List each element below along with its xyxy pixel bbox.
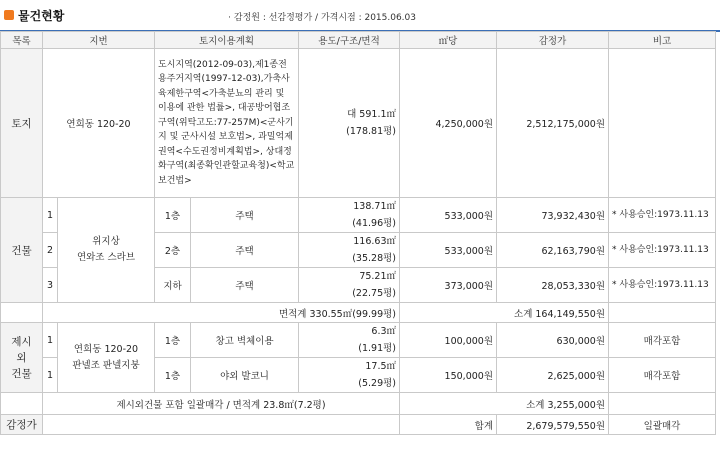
blank-cell xyxy=(609,303,716,323)
building-area-m2: 116.63㎡ xyxy=(353,236,397,247)
building-row-no: 1 xyxy=(43,198,58,233)
total-sum-label: 합계 xyxy=(400,415,497,435)
land-label: 토지 xyxy=(1,49,43,198)
building-lot: 위지상 연와조 스라브 xyxy=(58,198,155,303)
extra-appraisal: 630,000원 xyxy=(497,323,609,358)
building-use: 주택 xyxy=(191,268,299,303)
building-note: * 사용승인:1973.11.13 xyxy=(609,268,716,303)
blank-cell xyxy=(609,393,716,415)
extra-area-m2: 17.5㎡ xyxy=(365,361,397,372)
blank-cell xyxy=(1,303,43,323)
building-area-pyeong: (35.28평) xyxy=(352,253,397,264)
land-note xyxy=(609,49,716,198)
land-per-unit: 4,250,000원 xyxy=(400,49,497,198)
extra-area xyxy=(299,358,400,393)
extra-appraisal: 2,625,000원 xyxy=(497,358,609,393)
building-row-no: 3 xyxy=(43,268,58,303)
land-use-plan: 도시지역(2012-09-03),제1종전용주거지역(1997-12-03),가축사육제한구역<가축분뇨의 관리 및 이용에 관한 법률>, 대공방어협조구역(위탁고도:77-257M)<군사기지 및 군사시설 보호법>, 과밀억제권역<수도권정비계획법>, 상대정화구역(최종확인관할교육청)<학교보건법> xyxy=(155,49,299,198)
extra-row-1 xyxy=(1,323,716,358)
total-row xyxy=(1,415,716,435)
land-lot: 연희동 120-20 xyxy=(43,49,155,198)
extra-use: 야외 발코니 xyxy=(191,358,299,393)
extra-subtotal: 소계 3,255,000원 xyxy=(400,393,609,415)
building-note: * 사용승인:1973.11.13 xyxy=(609,198,716,233)
bullet-icon xyxy=(4,10,14,20)
property-status-table xyxy=(0,31,716,435)
header-per-unit: ㎡당 xyxy=(400,32,497,49)
building-subtotal-row xyxy=(1,303,716,323)
building-floor: 1층 xyxy=(155,198,191,233)
building-subtotal: 소계 164,149,550원 xyxy=(400,303,609,323)
total-amount: 2,679,579,550원 xyxy=(497,415,609,435)
extra-area-pyeong: (5.29평) xyxy=(358,378,397,389)
section-title: 물건현황 xyxy=(18,9,65,23)
extra-use: 창고 벽체이용 xyxy=(191,323,299,358)
building-area-m2: 75.21㎡ xyxy=(359,271,397,282)
total-note: 일괄매각 xyxy=(609,415,716,435)
land-area-pyeong: (178.81평) xyxy=(346,126,397,137)
building-area xyxy=(299,198,400,233)
extra-note: 매각포함 xyxy=(609,358,716,393)
building-area-pyeong: (41.96평) xyxy=(352,218,397,229)
building-per-unit: 533,000원 xyxy=(400,198,497,233)
building-label: 건물 xyxy=(1,198,43,303)
building-appraisal: 62,163,790원 xyxy=(497,233,609,268)
building-row-no: 2 xyxy=(43,233,58,268)
header-category: 목록 xyxy=(1,32,43,49)
extra-per-unit: 150,000원 xyxy=(400,358,497,393)
land-area-m2: 대 591.1㎡ xyxy=(347,109,397,120)
extra-floor: 1층 xyxy=(155,358,191,393)
building-floor: 2층 xyxy=(155,233,191,268)
building-use: 주택 xyxy=(191,233,299,268)
building-appraisal: 73,932,430원 xyxy=(497,198,609,233)
header-use: 용도/구조/면적 xyxy=(299,32,400,49)
blank-cell xyxy=(1,393,43,415)
building-area xyxy=(299,268,400,303)
building-note: * 사용승인:1973.11.13 xyxy=(609,233,716,268)
extra-summary: 제시외건물 포함 일괄매각 / 면적계 23.8㎡(7.2평) xyxy=(43,393,400,415)
total-label: 감정가 xyxy=(1,415,43,435)
building-area xyxy=(299,233,400,268)
building-floor: 지하 xyxy=(155,268,191,303)
land-area xyxy=(299,49,400,198)
building-per-unit: 373,000원 xyxy=(400,268,497,303)
extra-row-no: 1 xyxy=(43,358,58,393)
extra-area-pyeong: (1.91평) xyxy=(358,343,397,354)
building-appraisal: 28,053,330원 xyxy=(497,268,609,303)
building-use: 주택 xyxy=(191,198,299,233)
blank-cell xyxy=(43,415,400,435)
extra-per-unit: 100,000원 xyxy=(400,323,497,358)
building-area-m2: 138.71㎡ xyxy=(353,201,397,212)
header-plan: 토지이용계획 xyxy=(155,32,299,49)
land-appraisal: 2,512,175,000원 xyxy=(497,49,609,198)
land-row xyxy=(1,49,716,198)
extra-area xyxy=(299,323,400,358)
extra-area-m2: 6.3㎡ xyxy=(371,326,397,337)
extra-subtotal-row xyxy=(1,393,716,415)
header-note: 비고 xyxy=(609,32,716,49)
appraisal-meta: · 감정원 : 선감정평가 / 가격시점 : 2015.06.03 xyxy=(228,13,416,23)
extra-label: 제시 외 건물 xyxy=(1,323,43,393)
building-area-pyeong: (22.75평) xyxy=(352,288,397,299)
extra-lot: 연희동 120-20 판넬조 판넬지붕 xyxy=(58,323,155,393)
building-area-total: 면적계 330.55㎡(99.99평) xyxy=(43,303,400,323)
extra-floor: 1층 xyxy=(155,323,191,358)
section-header xyxy=(0,0,720,32)
extra-note: 매각포함 xyxy=(609,323,716,358)
building-row-1 xyxy=(1,198,716,233)
header-lot: 지번 xyxy=(43,32,155,49)
extra-row-no: 1 xyxy=(43,323,58,358)
header-row xyxy=(1,32,716,49)
header-appraisal: 감정가 xyxy=(497,32,609,49)
building-per-unit: 533,000원 xyxy=(400,233,497,268)
